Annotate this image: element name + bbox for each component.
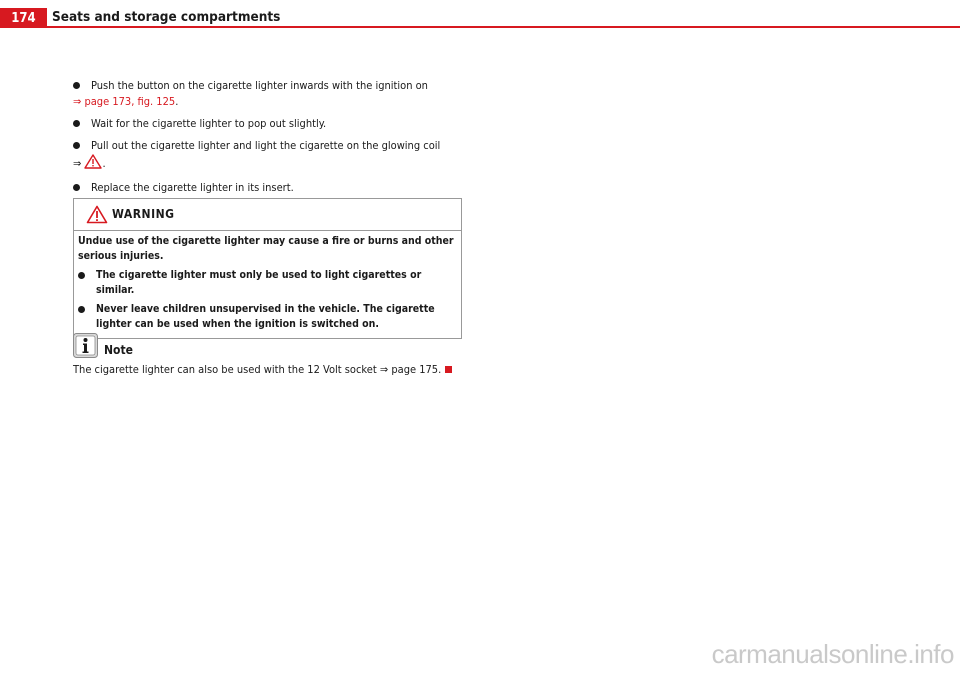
note-text-body: The cigarette lighter can also be used with the 12 Volt socket xyxy=(73,363,377,376)
bullet-dot-icon xyxy=(73,82,80,89)
step-text: Pull out the cigarette lighter and light the cigarette on the glowing coil xyxy=(91,139,441,152)
bullet-dot-icon xyxy=(78,272,85,279)
page-header xyxy=(0,0,960,28)
warning-box xyxy=(73,198,462,339)
page-number: 174 xyxy=(0,8,47,28)
warning-bullet-text: The cigarette lighter must only be used to light cigarettes or similar. xyxy=(96,269,422,296)
note-info-icon xyxy=(73,333,98,358)
section-title: Seats and storage compartments xyxy=(52,9,281,25)
bullet-dot-icon xyxy=(73,120,80,127)
steps-list xyxy=(73,78,465,202)
bullet-dot-icon xyxy=(73,142,80,149)
warning-intro: Undue use of the cigarette lighter may cause a fire or burns and other serious injuries. xyxy=(78,235,454,262)
step-item xyxy=(73,78,465,110)
warning-title: WARNING xyxy=(112,207,175,221)
header-rule xyxy=(47,26,960,28)
step-text: Push the button on the cigarette lighter inwards with the ignition on xyxy=(91,79,428,92)
step-text: Replace the cigarette lighter in its insert. xyxy=(91,181,294,194)
note-text xyxy=(73,362,452,378)
warning-triangle-icon xyxy=(86,205,108,224)
end-of-section-square-icon xyxy=(445,366,452,373)
note-ref-arrow: ⇒ xyxy=(379,363,389,376)
page-ref-arrow: ⇒ xyxy=(73,95,82,108)
bullet-dot-icon xyxy=(73,184,80,191)
warning-triangle-icon[interactable] xyxy=(84,154,102,174)
warning-header xyxy=(74,199,461,231)
watermark: carmanualsonline.info xyxy=(711,639,954,669)
warning-body xyxy=(74,231,461,338)
step-item xyxy=(73,116,465,132)
page-ref-link[interactable]: page 173, fig. 125 xyxy=(84,95,176,108)
warning-ref-arrow: ⇒ xyxy=(73,157,82,170)
step-item xyxy=(73,138,465,174)
step-item xyxy=(73,180,465,196)
step-trail: . xyxy=(175,95,179,108)
step-trail: . xyxy=(102,157,106,170)
step-text: Wait for the cigarette lighter to pop out slightly. xyxy=(91,117,327,130)
warning-bullet-text: Never leave children unsupervised in the vehicle. The cigarette lighter can be used when the ignition is switched on. xyxy=(96,303,435,330)
note-page-ref[interactable]: page 175. xyxy=(391,363,442,376)
bullet-dot-icon xyxy=(78,306,85,313)
warning-bullet xyxy=(78,302,457,332)
warning-bullet xyxy=(78,268,457,298)
note-title: Note xyxy=(104,343,133,357)
